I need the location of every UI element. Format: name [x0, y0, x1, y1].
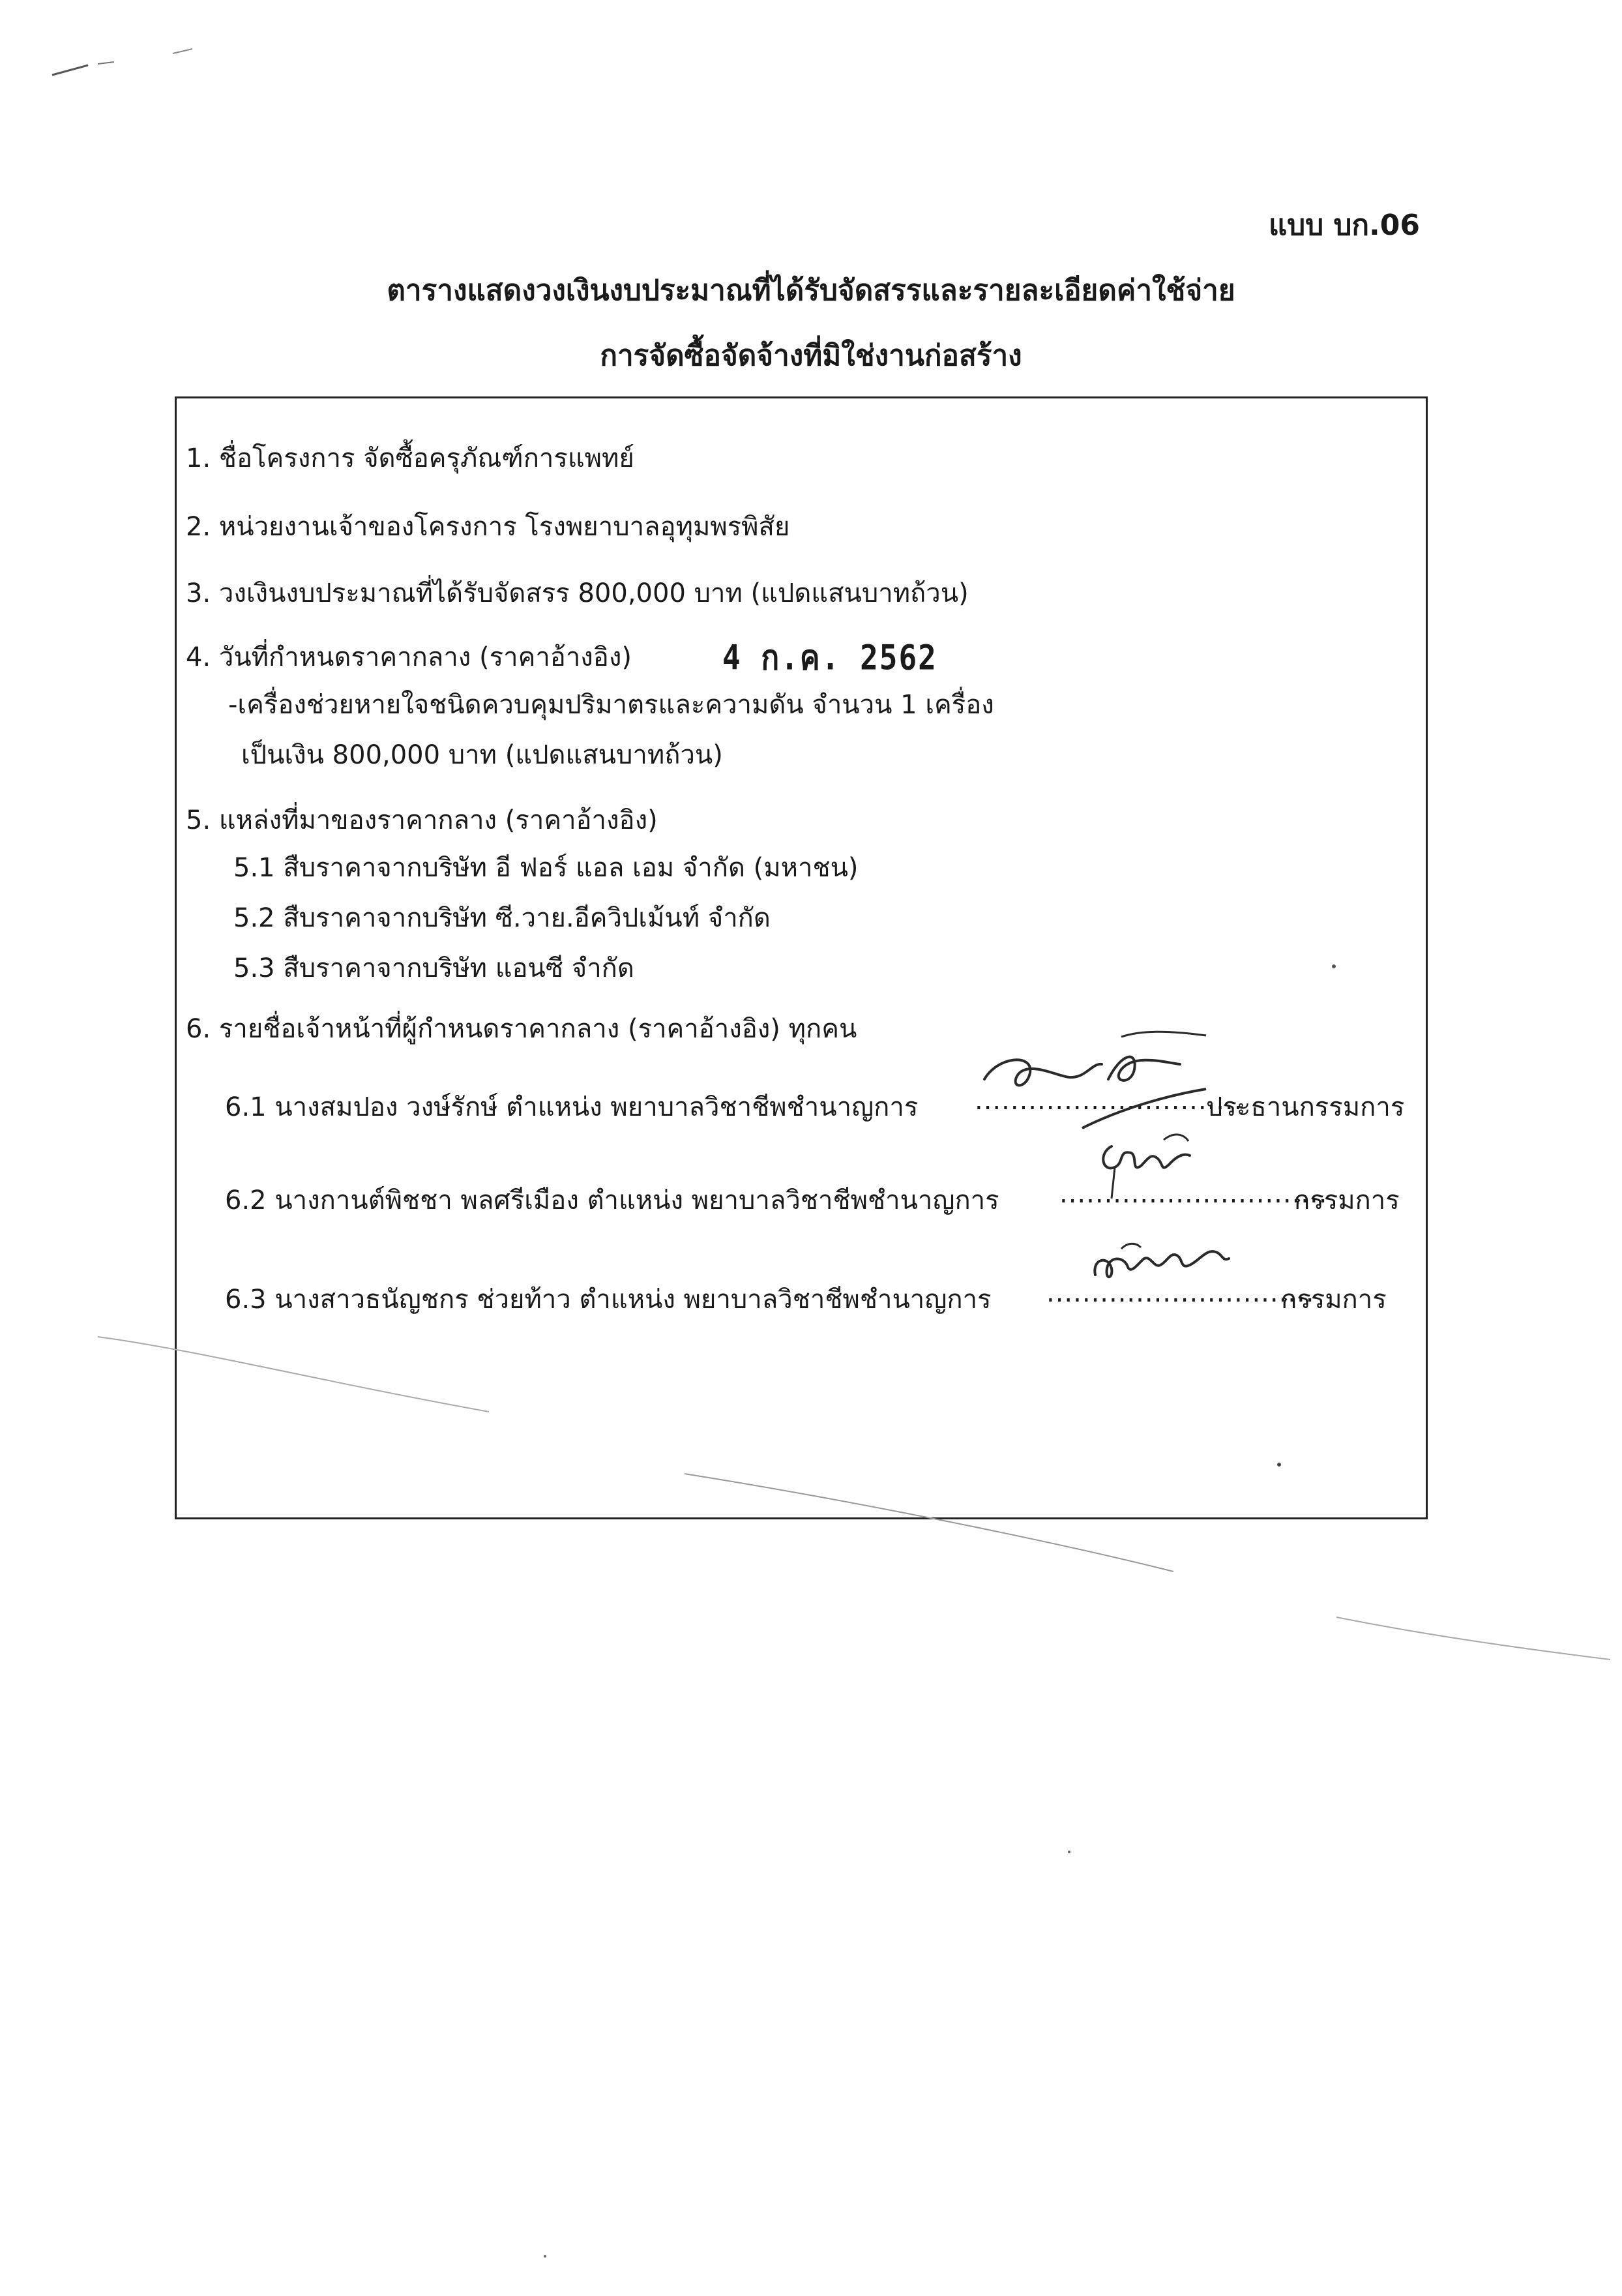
official-3-role: กรรมการ: [1281, 1285, 1387, 1315]
official-3-name: 6.3 นางสาวธนัญชกร ช่วยท้าว ตำแหน่ง พยาบาลวิชาชีพชำนาญการ: [225, 1285, 992, 1315]
official-1-signature-line: ..............................: [975, 1086, 1243, 1116]
handwritten-date: 4 ก.ค. 2562: [722, 636, 937, 678]
item-project-owner: 2. หน่วยงานเจ้าของโครงการ โรงพยาบาลอุทุมพรพิสัย: [186, 512, 790, 542]
item-equipment-amount: เป็นเงิน 800,000 บาท (แปดแสนบาทถ้วน): [241, 740, 723, 770]
official-3-signature-line: ..............................: [1046, 1278, 1315, 1308]
official-1-role: ประธานกรรมการ: [1206, 1092, 1405, 1122]
form-code: แบบ บก.06: [1268, 209, 1420, 242]
price-source-2: 5.2 สืบราคาจากบริษัท ซี.วาย.อีควิปเม้นท์ จำกัด: [233, 903, 771, 933]
official-2-name: 6.2 นางกานต์พิชชา พลศรีเมือง ตำแหน่ง พยาบาลวิชาชีพชำนาญการ: [225, 1185, 999, 1215]
item-project-name: 1. ชื่อโครงการ จัดซื้อครุภัณฑ์การแพทย์: [186, 443, 634, 473]
price-source-1: 5.1 สืบราคาจากบริษัท อี ฟอร์ แอล เอม จำกัด (มหาชน): [233, 853, 859, 883]
item-budget: 3. วงเงินงบประมาณที่ได้รับจัดสรร 800,000 บาท (แปดแสนบาทถ้วน): [186, 578, 969, 608]
price-source-3: 5.3 สืบราคาจากบริษัท แอนซี จำกัด: [233, 953, 634, 983]
official-1-name: 6.1 นางสมปอง วงษ์รักษ์ ตำแหน่ง พยาบาลวิชาชีพชำนาญการ: [225, 1092, 919, 1122]
document-subtitle: การจัดซื้อจัดจ้างที่มิใช่งานก่อสร้าง: [600, 339, 1022, 372]
official-2-role: กรรมการ: [1294, 1185, 1400, 1215]
item-price-sources: 5. แหล่งที่มาของราคากลาง (ราคาอ้างอิง): [186, 805, 658, 835]
official-2-signature-line: ..............................: [1059, 1179, 1328, 1209]
document-title: ตารางแสดงวงเงินงบประมาณที่ได้รับจัดสรรและรายละเอียดค่าใช้จ่าย: [387, 274, 1235, 307]
item-reference-date-label: 4. วันที่กำหนดราคากลาง (ราคาอ้างอิง): [186, 642, 632, 672]
item-officials-heading: 6. รายชื่อเจ้าหน้าที่ผู้กำหนดราคากลาง (ราคาอ้างอิง) ทุกคน: [186, 1014, 857, 1044]
item-equipment-detail: -เครื่องช่วยหายใจชนิดควบคุมปริมาตรและความดัน จำนวน 1 เครื่อง: [228, 690, 994, 720]
